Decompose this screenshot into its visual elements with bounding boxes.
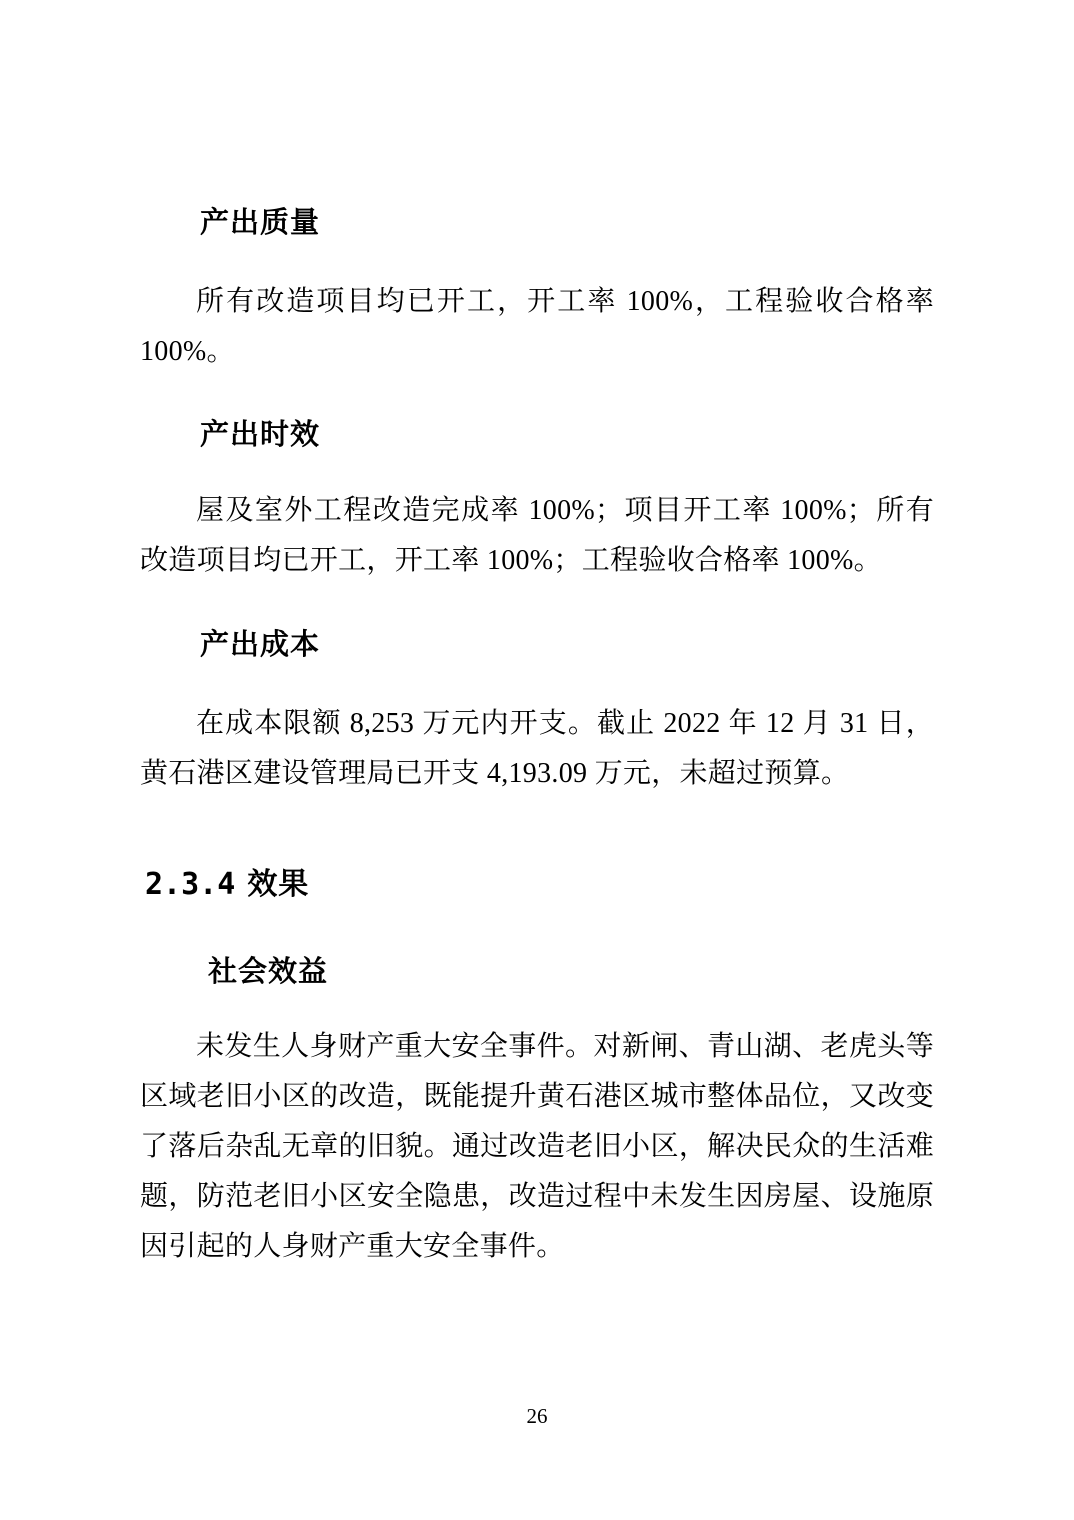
section-title: 效果 bbox=[247, 868, 310, 901]
heading-section-effect bbox=[140, 865, 934, 905]
page-number: 26 bbox=[526, 1404, 548, 1428]
heading-output-cost: 产出成本 bbox=[200, 629, 321, 661]
heading-output-timeliness: 产出时效 bbox=[200, 419, 321, 451]
section-number: 2.3.4 bbox=[145, 867, 236, 902]
paragraph-output-cost: 在成本限额 8,253 万元内开支。截止 2022 年 12 月 31 日，黄石港区建设管理局已开支 4,193.09 万元，未超过预算。 bbox=[140, 708, 934, 789]
document-content bbox=[140, 0, 934, 1272]
heading-output-quality: 产出质量 bbox=[200, 207, 321, 239]
paragraph-output-quality: 所有改造项目均已开工，开工率 100%，工程验收合格率 100%。 bbox=[140, 286, 934, 367]
paragraph-output-timeliness: 屋及室外工程改造完成率 100%；项目开工率 100%；所有改造项目均已开工，开工率 100%；工程验收合格率 100%。 bbox=[140, 495, 934, 576]
heading-social-benefit: 社会效益 bbox=[208, 956, 329, 988]
paragraph-social-benefit: 未发生人身财产重大安全事件。对新闸、青山湖、老虎头等区域老旧小区的改造，既能提升黄石港区城市整体品位，又改变了落后杂乱无章的旧貌。通过改造老旧小区，解决民众的生活难题，防范老旧小区安全隐患，改造过程中未发生因房屋、设施原因引起的人身财产重大安全事件。 bbox=[140, 1031, 934, 1262]
page-footer bbox=[0, 1402, 1074, 1430]
